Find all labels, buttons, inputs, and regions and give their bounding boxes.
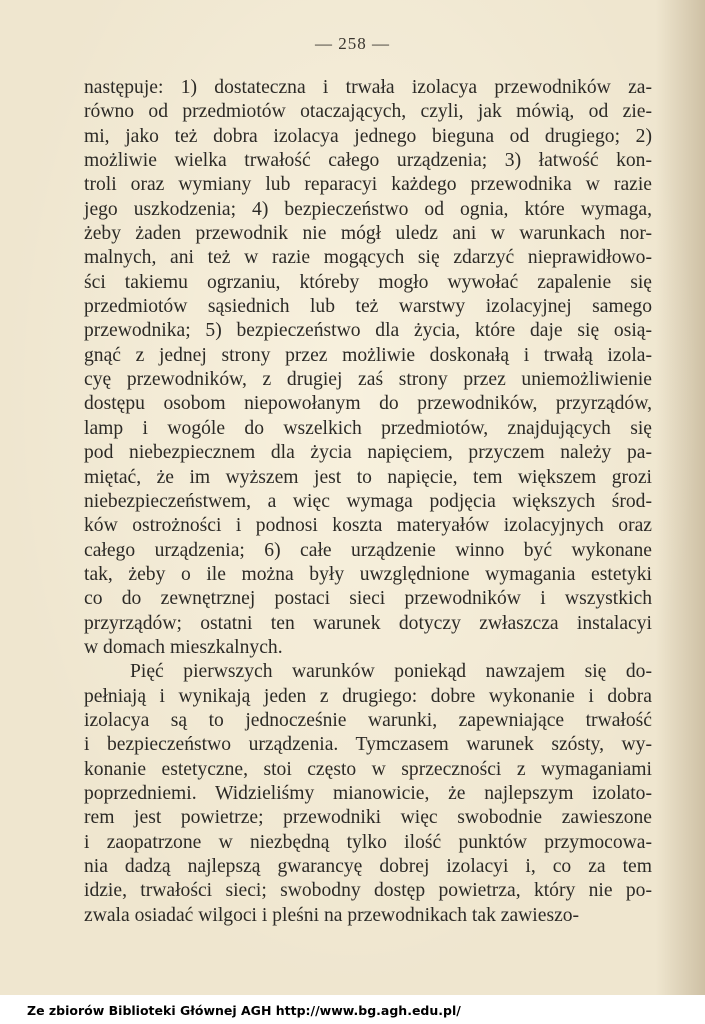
text-line: troli oraz wymiany lub reparacyi każdego przewodnika w razie bbox=[84, 174, 652, 196]
text-line: przyrządów; ostatni ten warunek dotyczy zwłaszcza instalacyi bbox=[84, 612, 652, 634]
body-text bbox=[84, 76, 652, 928]
page-number: — 258 — bbox=[315, 34, 390, 53]
text-line: dostępu osobom niepowołanym do przewodników, przyrządów, bbox=[84, 393, 652, 415]
text-line: przewodnika; 5) bezpieczeństwo dla życia, które daje się osią- bbox=[84, 320, 652, 342]
text-line: całego urządzenia; 6) całe urządzenie winno być wykonane bbox=[84, 539, 652, 561]
text-line: mi, jako też dobra izolacya jednego bieguna od drugiego; 2) bbox=[84, 125, 652, 147]
text-line: możliwie wielka trwałość całego urządzenia; 3) łatwość kon- bbox=[84, 150, 652, 172]
text-line: ków ostrożności i podnosi koszta materyałów izolacyjnych oraz bbox=[84, 515, 652, 537]
text-line: jego uszkodzenia; 4) bezpieczeństwo od ognia, które wymaga, bbox=[84, 198, 652, 220]
text-line: w domach mieszkalnych. bbox=[84, 636, 283, 658]
text-line: cyę przewodników, z drugiej zaś strony przez uniemożliwienie bbox=[84, 369, 652, 391]
text-line: ści takiemu ogrzaniu, któreby mogło wywołać zapalenie się bbox=[84, 271, 652, 293]
text-line: niebezpieczeństwem, a więc wymaga podjęcia większych środ- bbox=[84, 490, 652, 512]
text-line: konanie estetyczne, stoi często w sprzeczności z wymaganiami bbox=[84, 758, 652, 780]
text-line: pełniają i wynikają jeden z drugiego: dobre wykonanie i dobra bbox=[84, 685, 652, 707]
text-line: miętać, że im wyższem jest to napięcie, tem większem grozi bbox=[84, 466, 652, 488]
text-line: malnych, ani też w razie mogących się zdarzyć nieprawidłowo- bbox=[84, 247, 652, 269]
text-line: idzie, trwałości sieci; swobodny dostęp powietrza, który nie po- bbox=[84, 880, 652, 902]
library-footer: Ze zbiorów Biblioteki Głównej AGH http://www.bg.agh.edu.pl/ bbox=[27, 1003, 461, 1018]
text-line: następuje: 1) dostateczna i trwała izolacya przewodników za- bbox=[84, 77, 652, 98]
paragraph bbox=[84, 660, 652, 928]
text-line: lamp i wogóle do wszelkich przedmiotów, znajdujących się bbox=[84, 417, 652, 439]
text-line: izolacya są to jednocześnie warunki, zapewniające trwałość bbox=[84, 709, 652, 731]
text-line: rem jest powietrze; przewodniki więc swobodnie zawieszone bbox=[84, 807, 652, 829]
text-line: żeby żaden przewodnik nie mógł uledz ani w warunkach nor- bbox=[84, 223, 652, 245]
text-line: Pięć pierwszych warunków poniekąd nawzajem się do- bbox=[130, 661, 652, 683]
text-line: gnąć z jednej strony przez możliwie doskonałą i trwałą izola- bbox=[84, 344, 652, 366]
text-line: co do zewnętrznej postaci sieci przewodników i wszystkich bbox=[84, 588, 652, 610]
text-line: nia dadzą najlepszą gwarancyę dobrej izolacyi i, co za tem bbox=[84, 856, 652, 877]
text-line: poprzedniemi. Widzieliśmy mianowicie, że najlepszym izolato- bbox=[84, 782, 652, 804]
text-line: zwala osiadać wilgoci i pleśni na przewodnikach tak zawieszo- bbox=[84, 904, 580, 926]
text-line: tak, żeby o ile można były uwzględnione wymagania estetyki bbox=[84, 563, 652, 585]
text-line: i bezpieczeństwo urządzenia. Tymczasem warunek szósty, wy- bbox=[84, 734, 652, 756]
text-line: i zaopatrzone w niezbędną tylko ilość punktów przymocowa- bbox=[84, 831, 652, 853]
text-line: przedmiotów sąsiednich lub też warstwy izolacyjnej samego bbox=[84, 296, 652, 318]
text-line: równo od przedmiotów otaczających, czyli, jak mówią, od zie- bbox=[84, 101, 652, 123]
text-line: pod niebezpiecznem dla życia napięciem, przyczem należy pa- bbox=[84, 442, 652, 464]
paragraph bbox=[84, 76, 652, 660]
